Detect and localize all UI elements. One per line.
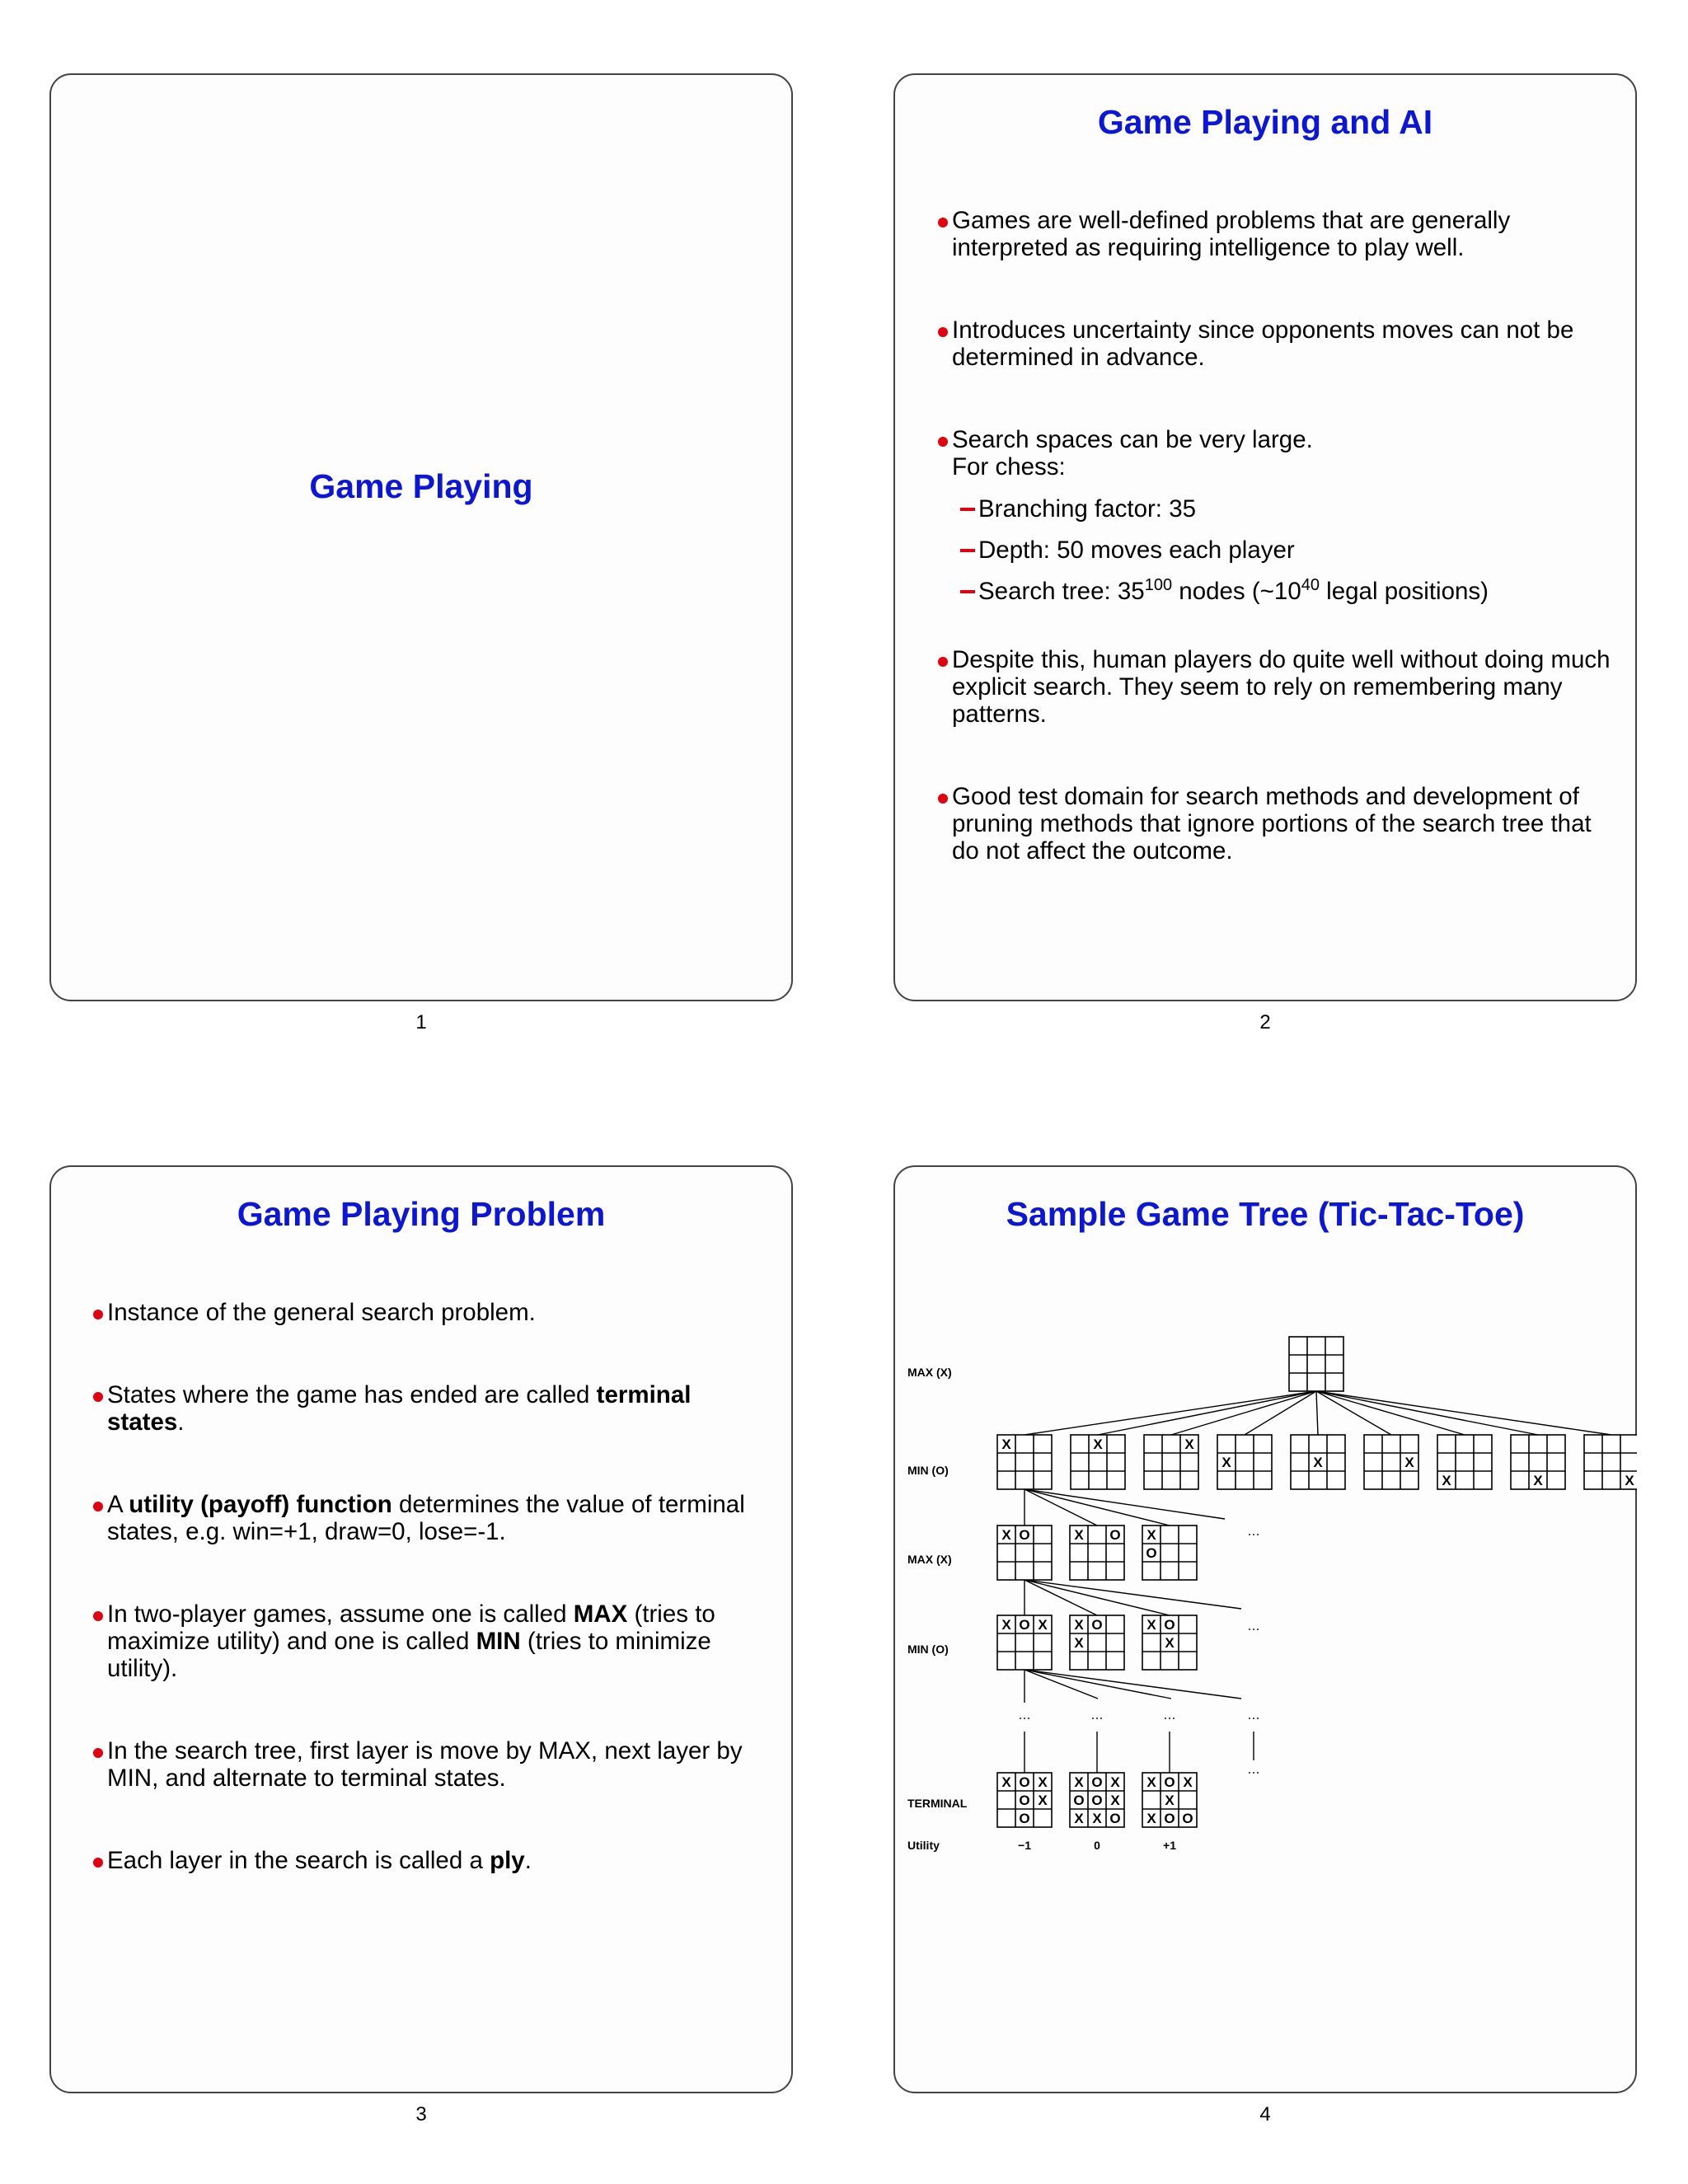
sub-bullet: Depth: 50 moves each player xyxy=(960,537,1620,564)
sub-bullet: Branching factor: 35 xyxy=(960,495,1620,523)
board-mark: X xyxy=(1404,1455,1414,1470)
tree-edge xyxy=(1171,1391,1316,1435)
board-mark: X xyxy=(1221,1455,1231,1470)
bullet: Good test domain for search methods and development of pruning methods that ignore portions of the search tree that do not affect the outcome. xyxy=(952,783,1620,865)
min-board xyxy=(997,1435,1052,1489)
board-mark: X xyxy=(1183,1774,1193,1790)
board-mark: X xyxy=(1146,1527,1156,1543)
board-mark: O xyxy=(1073,1793,1085,1808)
bullet: Despite this, human players do quite well without doing much explicit search. They seem to rely on remembering many patterns. xyxy=(952,646,1620,728)
level-label-max-2: MAX (X) xyxy=(907,1553,952,1566)
board-mark: X xyxy=(1165,1793,1175,1808)
terminal-board xyxy=(1070,1773,1124,1827)
board-mark: O xyxy=(1164,1617,1175,1633)
bullet-icon xyxy=(938,327,948,337)
board-mark: X xyxy=(1313,1455,1323,1470)
max-board xyxy=(1070,1526,1124,1580)
board-mark: X xyxy=(1074,1774,1084,1790)
tree-edge xyxy=(1316,1391,1391,1435)
board-mark: X xyxy=(1110,1793,1120,1808)
min-board xyxy=(1142,1615,1197,1670)
bullet: Games are well-defined problems that are generally interpreted as requiring intelligence to play well. xyxy=(952,207,1620,261)
min-board xyxy=(1584,1435,1637,1489)
board-mark: X xyxy=(1146,1774,1156,1790)
tree-edge xyxy=(1316,1391,1611,1435)
board-mark: X xyxy=(1146,1617,1156,1633)
utility-value: 0 xyxy=(1094,1839,1100,1852)
level-label-max-1: MAX (X) xyxy=(907,1366,952,1379)
tree-edge xyxy=(1025,1580,1170,1615)
tree-edge xyxy=(1245,1391,1316,1435)
bullet: Each layer in the search is called a ply. xyxy=(107,1847,767,1874)
board-mark: X xyxy=(1001,1774,1011,1790)
tree-edge xyxy=(1316,1391,1318,1435)
board-mark: O xyxy=(1146,1545,1157,1561)
tree-edge xyxy=(1098,1391,1316,1435)
slide-1-title: Game Playing xyxy=(309,467,533,505)
bullet-icon xyxy=(938,218,948,227)
board-mark: X xyxy=(1625,1473,1634,1488)
bullet-icon xyxy=(93,1748,103,1758)
bullet-icon xyxy=(938,657,948,667)
board-mark: O xyxy=(1091,1617,1103,1633)
dash-icon xyxy=(960,549,975,552)
board-mark: X xyxy=(1533,1473,1543,1488)
board-mark: O xyxy=(1164,1774,1175,1790)
bullet: A utility (payoff) function determines the value of terminal states, e.g. win=+1, draw=0, lose=-1. xyxy=(107,1491,767,1545)
board-mark: X xyxy=(1146,1811,1156,1826)
bullet: Search spaces can be very large. For chess: Branching factor: 35 Depth: 50 moves each player Search tree: $35^{100}$ nodes ($\sim 10^{40}$ legal positions) xyxy=(952,426,1620,605)
ellipsis: ... xyxy=(1247,1760,1260,1777)
board-mark: X xyxy=(1001,1617,1011,1633)
tree-edge xyxy=(1316,1391,1538,1435)
bullet: Introduces uncertainty since opponents moves can not be determined in advance. xyxy=(952,316,1620,371)
bullet-icon xyxy=(93,1310,103,1319)
min-board xyxy=(1070,1615,1124,1670)
ellipsis: ... xyxy=(1247,1706,1260,1722)
bullet-icon xyxy=(93,1392,103,1402)
dash-icon xyxy=(960,508,975,511)
terminal-board xyxy=(1142,1773,1197,1827)
sub-bullets xyxy=(960,495,1620,605)
level-label-min-1: MIN (O) xyxy=(907,1464,949,1477)
ellipsis: ... xyxy=(1090,1706,1104,1722)
bullet: States where the game has ended are called terminal states. xyxy=(107,1381,767,1436)
game-tree-diagram xyxy=(895,1299,1637,1892)
board-mark: O xyxy=(1091,1774,1103,1790)
board-mark: O xyxy=(1019,1527,1030,1543)
slide-2-title: Game Playing and AI xyxy=(1097,103,1433,141)
bullet-icon xyxy=(93,1611,103,1621)
board-mark: O xyxy=(1091,1793,1103,1808)
bullet-icon xyxy=(93,1502,103,1511)
level-label-terminal: TERMINAL xyxy=(907,1797,968,1810)
bullet-icon xyxy=(938,794,948,804)
min-board xyxy=(1071,1435,1125,1489)
bullet-icon xyxy=(93,1858,103,1868)
ellipsis: ... xyxy=(1018,1706,1031,1722)
root-board xyxy=(1289,1337,1343,1391)
page-number-3: 3 xyxy=(415,2103,427,2125)
bullet: Instance of the general search problem. xyxy=(107,1299,767,1326)
board-mark: X xyxy=(1001,1436,1011,1452)
bullet: In two-player games, assume one is called MAX (tries to maximize utility) and one is called MIN (tries to minimize utility). xyxy=(107,1601,767,1682)
tree-edge xyxy=(1316,1391,1465,1435)
board-mark: X xyxy=(1110,1774,1120,1790)
min-board xyxy=(1364,1435,1418,1489)
board-mark: X xyxy=(1001,1527,1011,1543)
terminal-board xyxy=(997,1773,1052,1827)
ellipsis: ... xyxy=(1247,1522,1260,1539)
min-board xyxy=(1217,1435,1272,1489)
board-mark: O xyxy=(1109,1811,1121,1826)
slide-3 xyxy=(49,1165,793,2093)
min-board xyxy=(1437,1435,1492,1489)
board-mark: X xyxy=(1442,1473,1451,1488)
page-number-2: 2 xyxy=(1259,1011,1271,1033)
board-mark: X xyxy=(1038,1793,1048,1808)
min-board xyxy=(997,1615,1052,1670)
level-label-utility: Utility xyxy=(907,1839,940,1852)
page-number-1: 1 xyxy=(415,1011,427,1033)
slide-4-title: Sample Game Tree (Tic-Tac-Toe) xyxy=(1006,1195,1525,1233)
slide-3-title: Game Playing Problem xyxy=(237,1195,606,1233)
ellipsis: ... xyxy=(1247,1617,1260,1633)
bullet: In the search tree, first layer is move by MAX, next layer by MIN, and alternate to terminal states. xyxy=(107,1737,767,1792)
tree-edge xyxy=(1025,1670,1241,1699)
board-mark: O xyxy=(1019,1617,1030,1633)
slide-2-bullets xyxy=(952,207,1620,865)
tree-edge xyxy=(1025,1391,1316,1435)
board-mark: X xyxy=(1093,1436,1103,1452)
board-mark: O xyxy=(1019,1811,1030,1826)
board-mark: X xyxy=(1074,1527,1084,1543)
board-mark: X xyxy=(1038,1617,1048,1633)
utility-value: −1 xyxy=(1018,1839,1031,1852)
min-board xyxy=(1291,1435,1345,1489)
board-mark: X xyxy=(1184,1436,1194,1452)
slide-3-bullets xyxy=(107,1299,767,1874)
page-number-4: 4 xyxy=(1259,2103,1271,2125)
ellipsis: ... xyxy=(1163,1706,1176,1722)
board-mark: X xyxy=(1074,1811,1084,1826)
board-mark: O xyxy=(1164,1811,1175,1826)
level-label-min-2: MIN (O) xyxy=(907,1643,949,1656)
board-mark: X xyxy=(1074,1635,1084,1651)
bullet-icon xyxy=(938,437,948,447)
slide-4 xyxy=(893,1165,1637,2093)
slide-1 xyxy=(49,73,793,1001)
board-mark: X xyxy=(1165,1635,1175,1651)
tree-edge xyxy=(1025,1580,1241,1609)
min-board xyxy=(1144,1435,1198,1489)
slide-2 xyxy=(893,73,1637,1001)
dash-icon xyxy=(960,590,975,593)
max-board xyxy=(1142,1526,1197,1580)
board-mark: X xyxy=(1038,1774,1048,1790)
board-mark: O xyxy=(1019,1793,1030,1808)
utility-value: +1 xyxy=(1163,1839,1176,1852)
board-mark: X xyxy=(1074,1617,1084,1633)
max-board xyxy=(997,1526,1052,1580)
sub-bullet: Search tree: $35^{100}$ nodes ($\sim 10^{40}$ legal positions) xyxy=(960,578,1620,605)
board-mark: X xyxy=(1092,1811,1102,1826)
min-board xyxy=(1511,1435,1565,1489)
board-mark: O xyxy=(1182,1811,1193,1826)
board-mark: O xyxy=(1109,1527,1121,1543)
board-mark: O xyxy=(1019,1774,1030,1790)
tree-edge xyxy=(1025,1670,1171,1699)
